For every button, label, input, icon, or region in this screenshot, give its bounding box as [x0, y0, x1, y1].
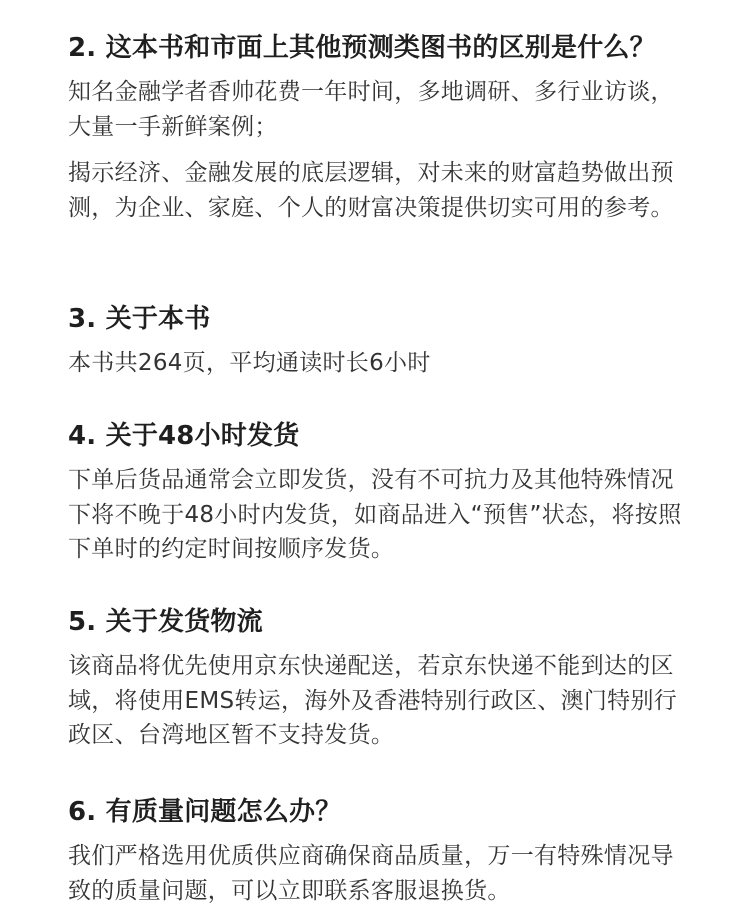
faq-question-title: 6. 有质量问题怎么办？: [68, 797, 342, 827]
faq-question-title: 4. 关于48小时发货: [68, 421, 300, 451]
faq-section-logistics: [68, 605, 688, 753]
faq-answer-paragraph: 本书共264页，平均通读时长6小时: [68, 350, 431, 376]
faq-answer-paragraph: 下单后货品通常会立即发货，没有不可抗力及其他特殊情况下将不晚于48小时内发货，如商品进入“预售”状态，将按照下单时的约定时间按顺序发货。: [68, 467, 682, 562]
faq-question-title: 2. 这本书和市面上其他预测类图书的区别是什么？: [68, 33, 656, 63]
faq-section-about-book: [68, 302, 688, 381]
faq-answer-paragraph: 我们严格选用优质供应商确保商品质量，万一有特殊情况导致的质量问题，可以立即联系客服退换货。: [68, 843, 674, 904]
faq-section-product-difference: [68, 31, 688, 225]
faq-answer-paragraph: 该商品将优先使用京东快递配送，若京东快递不能到达的区域，将使用EMS转运，海外及香港特别行政区、澳门特别行政区、台湾地区暂不支持发货。: [68, 653, 678, 748]
faq-question-title: 3. 关于本书: [68, 304, 211, 334]
faq-section-quality-issues: [68, 795, 688, 908]
faq-answer-paragraph: 知名金融学者香帅花费一年时间，多地调研、多行业访谈，大量一手新鲜案例；: [68, 79, 674, 140]
faq-answer-paragraph: 揭示经济、金融发展的底层逻辑，对未来的财富趋势做出预测，为企业、家庭、个人的财富决策提供切实可用的参考。: [68, 160, 674, 221]
faq-section-48h-shipping: [68, 419, 688, 567]
faq-question-title: 5. 关于发货物流: [68, 607, 263, 637]
